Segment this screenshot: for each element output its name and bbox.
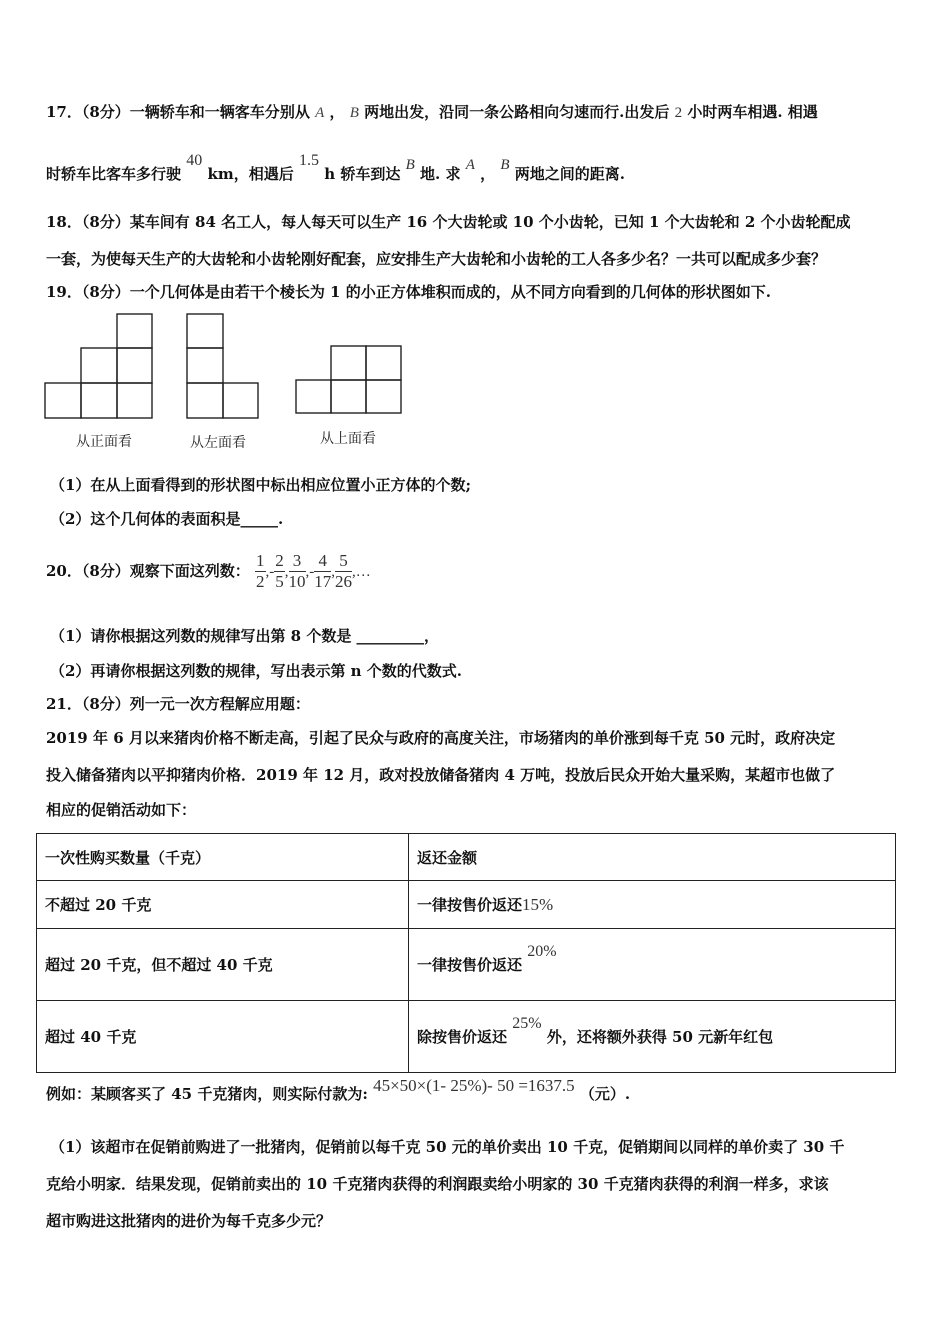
table-row: [37, 1001, 896, 1073]
q21-sub1-line2: 克给小明家．结果发现，促销前卖出的 10 千克猪肉获得的利润跟卖给小明家的 30 千克猪肉获得的利润一样多，求该: [46, 1175, 829, 1193]
q20-line: 20．（8分）观察下面这列数： $\frac{1}{2}$ ,- $\frac{2}{5}$ , $\frac{3}{10}$ ,- $\frac{4}{17}$ , $\frac{5}{26}$ ,…: [46, 546, 371, 594]
minus-sign: -: [309, 563, 315, 580]
q21-sub1-line1: （1）该超市在促销前购进了一批猪肉，促销前以每千克 50 元的单价卖出 10 千克，促销期间以同样的单价卖了 30 千: [50, 1138, 845, 1156]
ellipsis: …: [355, 563, 371, 580]
q21-example: 例如：某顾客买了 45 千克猪肉，则实际付款为: 45×50×(1- 25%)- 50 =1637.5 （元）.: [46, 1076, 631, 1103]
pct-15: 15%: [522, 895, 554, 914]
fraction: [289, 551, 306, 592]
var-b-3: B: [500, 157, 510, 173]
var-b: B: [349, 105, 359, 121]
q20-sequence: [255, 547, 371, 596]
table-header-row: [37, 834, 896, 881]
row-qty: 超过 40 千克: [37, 1001, 409, 1073]
comma: ,: [284, 563, 289, 580]
header-rebate: 返还金额: [409, 834, 896, 881]
comma: ,: [331, 563, 336, 580]
num-40: 40: [186, 152, 203, 169]
example-formula: 45×50×(1- 25%)- 50 =1637.5: [373, 1076, 575, 1095]
row-qty: 超过 20 千克，但不超过 40 千克: [37, 929, 409, 1001]
q21-sub1-line3: 超市购进这批猪肉的进价为每千克多少元？: [46, 1212, 332, 1230]
q17-line1: 17．（8分）一辆轿车和一辆客车分别从 A ， B 两地出发，沿同一条公路相向匀速而行.出发后 2 小时两车相遇. 相遇: [46, 103, 818, 121]
denominator: 26: [335, 572, 353, 591]
q18-line1: 18．（8分）某车间有 84 名工人，每人每天可以生产 16 个大齿轮或 10 个小齿轮，已知 1 个大齿轮和 2 个小齿轮配成: [46, 213, 851, 231]
fraction: [255, 551, 266, 592]
q19-views-figure: [40, 308, 410, 428]
pct-20: 20%: [527, 943, 557, 960]
table-row: [37, 929, 896, 1001]
caption-front-view: 从正面看: [76, 434, 132, 450]
q21-para1: 2019 年 6 月以来猪肉价格不断走高，引起了民众与政府的高度关注，市场猪肉的单价涨到每千克 50 元时，政府决定: [46, 729, 836, 747]
fraction: [314, 551, 331, 592]
q19-sub2: （2）这个几何体的表面积是_____.: [50, 510, 284, 528]
denominator: 5: [275, 572, 284, 591]
left-view-grid: [187, 314, 258, 418]
row-qty: 不超过 20 千克: [37, 881, 409, 929]
top-view-grid: [296, 346, 401, 413]
q19-sub1: （1）在从上面看得到的形状图中标出相应位置小正方体的个数;: [50, 476, 471, 494]
numerator: 2: [275, 551, 284, 570]
q21-title: 21．（8分）列一元一次方程解应用题：: [46, 695, 310, 713]
row-rebate: 除按售价返还 25% 外，还将额外获得 50 元新年红包: [409, 1001, 896, 1073]
num-2: 2: [674, 105, 683, 121]
fraction: [274, 551, 285, 592]
comma: ,: [352, 563, 356, 580]
denominator: 10: [288, 572, 306, 591]
q19-line1: 19．（8分）一个几何体是由若干个棱长为 1 的小正方体堆积而成的，从不同方向看到的几何体的形状图如下.: [46, 283, 771, 301]
q20-sub2: （2）再请你根据这列数的规律，写出表示第 n 个数的代数式.: [50, 662, 463, 680]
caption-top-view: 从上面看: [320, 431, 376, 447]
var-a: A: [315, 105, 325, 121]
denominator: 17: [314, 572, 332, 591]
header-qty: 一次性购买数量（千克）: [37, 834, 409, 881]
num-1-5: 1.5: [298, 152, 319, 169]
minus-sign: -: [269, 563, 275, 580]
front-view-grid: [45, 314, 152, 418]
pct-25: 25%: [512, 1015, 542, 1032]
q21-para3: 相应的促销活动如下：: [46, 801, 197, 819]
table-row: [37, 881, 896, 929]
q18-line2: 一套，为使每天生产的大齿轮和小齿轮刚好配套，应安排生产大齿轮和小齿轮的工人各多少名？一共可以配成多少套？: [46, 250, 827, 268]
numerator: 4: [314, 551, 331, 572]
q17-line2: 时轿车比客车多行驶 40 km，相遇后 1.5 h 轿车到达 B 地. 求 A ， B 两地之间的距离.: [46, 152, 625, 183]
denominator: 2: [256, 572, 265, 591]
caption-left-view: 从左面看: [190, 435, 246, 451]
promo-table: [36, 833, 896, 1073]
q20-sub1: （1）请你根据这列数的规律写出第 8 个数是 _________，: [50, 627, 440, 645]
var-a-3: A: [465, 157, 475, 173]
row-rebate: 一律按售价返还15%: [409, 881, 896, 929]
numerator: 1: [256, 551, 265, 570]
comma: ,: [265, 563, 270, 580]
comma: ,: [305, 563, 310, 580]
row-rebate: 一律按售价返还 20%: [409, 929, 896, 1001]
q21-para2: 投入储备猪肉以平抑猪肉价格．2019 年 12 月，政对投放储备猪肉 4 万吨，投放后民众开始大量采购，某超市也做了: [46, 766, 836, 784]
numerator: 3: [289, 551, 306, 572]
numerator: 5: [335, 551, 352, 572]
fraction: [335, 551, 352, 592]
var-b-2: B: [405, 157, 415, 173]
